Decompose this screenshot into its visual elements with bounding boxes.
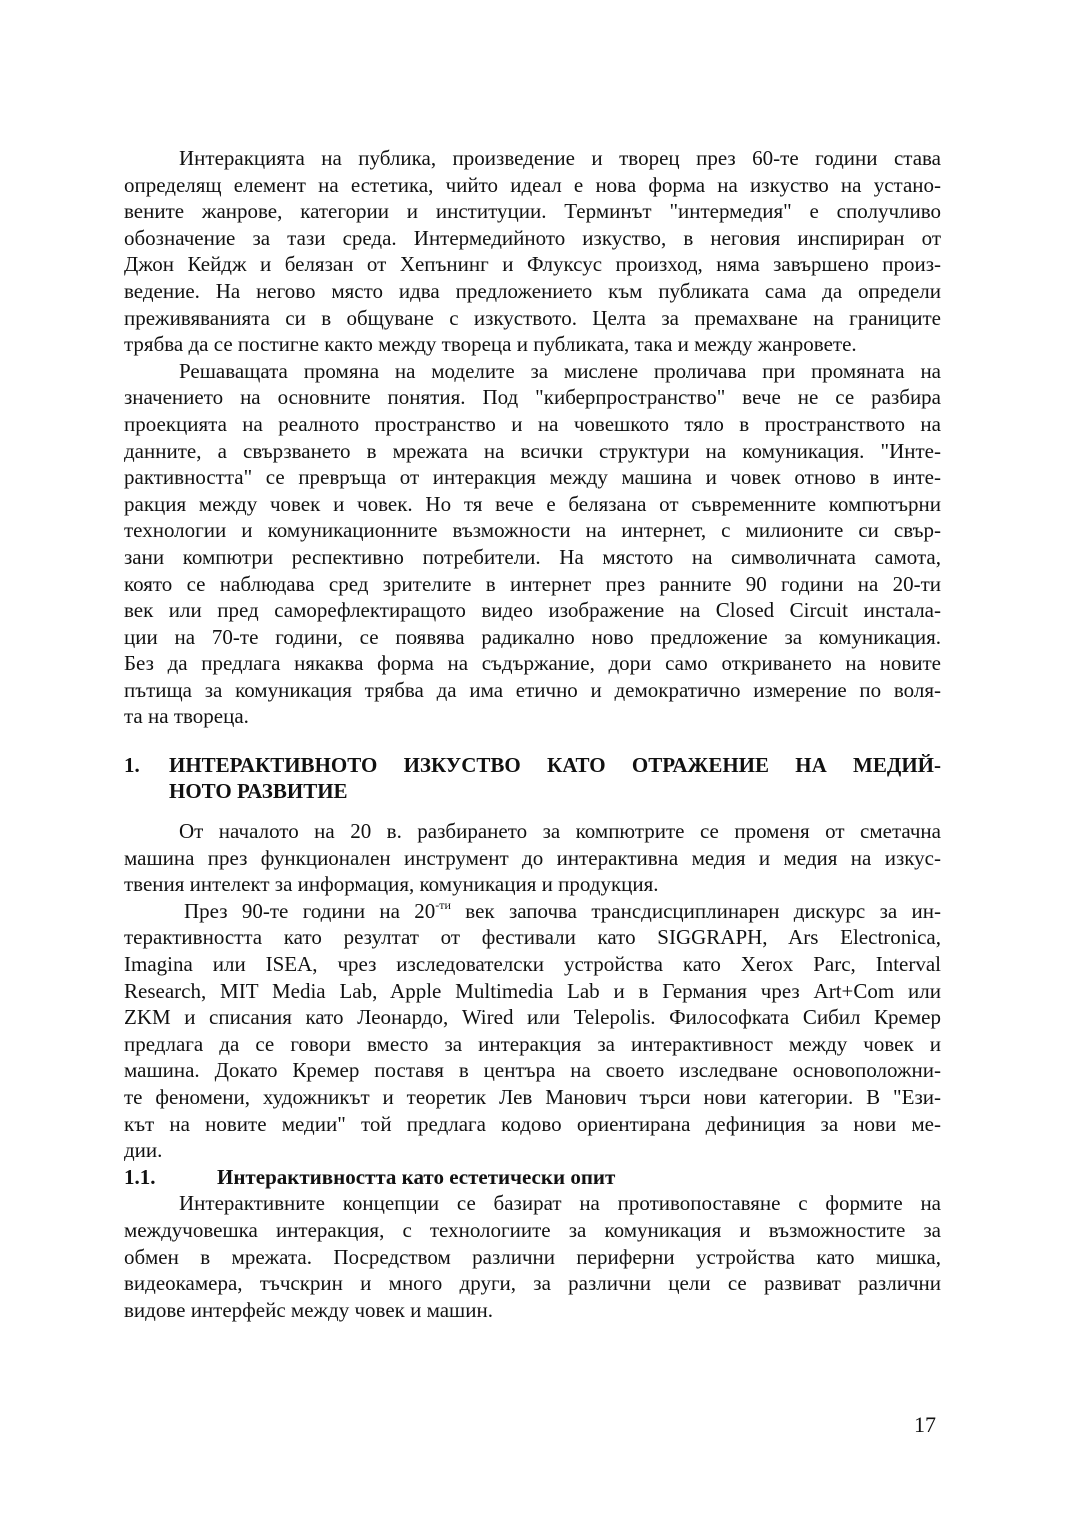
text-line: предлага да се говори вместо за интеракция за интерактивност между човек и xyxy=(124,1031,941,1056)
text-line: рактивността" се превръща от интеракция между машина и човек отново в инте- xyxy=(124,465,941,490)
text-line: определящ елемент на естетика, чийто идеал е нова форма на изкуство на устано- xyxy=(124,172,941,197)
subsection-number: 1.1. xyxy=(124,1164,156,1189)
text-line: Интеракцията на публика, произведение и творец през 60-те години става xyxy=(179,146,941,170)
text-line: обмен в мрежата. Посредством различни периферни устройства като мишка, xyxy=(124,1244,941,1269)
text-line: ции на 70-те години, се появява радикално ново предложение за комуникация. xyxy=(124,624,941,649)
text-line: значението на основните понятия. Под "киберпространство" вече не се разбира xyxy=(124,385,941,410)
paragraph-3 xyxy=(124,818,941,898)
text-line: Джон Кейдж и белязан от Хепънинг и Флуксус произход, няма завършено произ- xyxy=(124,252,941,277)
text-fragment: век започва трансдисциплинарен дискурс за ин- xyxy=(450,898,941,923)
text-line: машина през функционален инструмент до интерактивна медия и медия на изкус- xyxy=(124,845,941,870)
text-line: дии. xyxy=(124,1138,163,1163)
text-line: От началото на 20 в. разбирането за компютрите се променя от сметачна xyxy=(179,819,941,844)
text-line: технологии и комуникационните възможности на интернет, с милионите си свър- xyxy=(124,518,941,543)
paragraph-4 xyxy=(124,898,941,1164)
text-line: Research, MIT Media Lab, Apple Multimedia Lab и в Германия чрез Art+Com или xyxy=(124,978,941,1003)
page-body xyxy=(124,145,941,1323)
text-line: пътища за комуникация трябва да има етично и демократично измерение по воля- xyxy=(124,677,941,702)
subsection-title: Интерактивността като естетически опит xyxy=(217,1164,616,1189)
section-title-line: НОТО РАЗВИТИЕ xyxy=(169,779,348,804)
text-line: обозначение за тази среда. Интермедийното изкуство, в неговия инспириран от xyxy=(124,225,941,250)
text-line: Интерактивните концепции се базират на противопоставяне с формите на xyxy=(179,1191,941,1216)
superscript: -ти xyxy=(435,897,451,912)
text-line: вените жанрове, категории и институции. Терминът "интермедия" е сполучливо xyxy=(124,199,941,224)
text-line: машина. Докато Кремер поставя в центъра на своето изследване основоположни- xyxy=(124,1058,941,1083)
text-line: ракция между човек и човек. Но тя вече е белязана от съвременните компютърни xyxy=(124,491,941,516)
text-line: терактивността като резултат от фестивали като SIGGRAPH, Ars Electronica, xyxy=(124,925,941,950)
text-line: междучовешка интеракция, с технологиите за комуникация и възможностите за xyxy=(124,1217,941,1242)
text-line: проекцията на реалното пространство и на човешкото тяло в пространството на xyxy=(124,411,941,436)
subsection-heading-1-1 xyxy=(124,1164,941,1191)
text-line: видове интерфейс между човек и машин. xyxy=(124,1297,493,1322)
paragraph-5 xyxy=(124,1190,941,1323)
text-line: трябва да се постигне както между твореца и публиката, така и между жанровете. xyxy=(124,332,857,357)
text-line: твения интелект за информация, комуникация и продукция. xyxy=(124,872,659,897)
section-heading-1 xyxy=(124,752,941,804)
text-line: зани компютри респективно потребители. На мястото на символичната самота, xyxy=(124,544,941,569)
paragraph-2 xyxy=(124,358,941,730)
text-line: ведение. На негово място идва предложението към публиката сама да определи xyxy=(124,278,941,303)
page-number: 17 xyxy=(914,1412,936,1437)
text-line: Без да предлага някаква форма на съдържание, дори само откриването на новите xyxy=(124,651,941,676)
text-line: ZKM и списания като Леонардо, Wired или Telepolis. Философката Сибил Кремер xyxy=(124,1005,941,1030)
text-line: видеокамера, тъчскрин и много други, за различни цели се развиват различни xyxy=(124,1271,941,1296)
text-line: кът на новите медии" той предлага кодово ориентирана дефиниция за нови ме- xyxy=(124,1111,941,1136)
section-number: 1. xyxy=(124,753,140,778)
text-line: Imagina или ISEA, чрез изследователски устройства като Xerox Parc, Interval xyxy=(124,952,941,977)
text-line: век или пред саморефлектиращото видео изображение на Closed Circuit инстала- xyxy=(124,598,941,623)
text-line: те феномени, художникът и теоретик Лев Манович търси нови категории. В "Ези- xyxy=(124,1085,941,1109)
text-line: данните, а свързването в мрежата на всички структури на комуникация. "Инте- xyxy=(124,438,941,463)
section-title-line: ИНТЕРАКТИВНОТО ИЗКУСТВО КАТО ОТРАЖЕНИЕ НА МЕДИЙ- xyxy=(169,753,941,778)
text-line: която се наблюдава сред зрителите в интернет през ранните 90 години на 20-ти xyxy=(124,571,941,596)
text-fragment: През 90-те години на 20 xyxy=(184,898,436,923)
text-line: та на твореца. xyxy=(124,704,249,729)
text-line: Решаващата промяна на моделите за мислене проличава при промяната на xyxy=(179,358,941,383)
paragraph-1 xyxy=(124,145,941,358)
text-line: преживяванията си в общуване с изкуството. Целта за премахване на границите xyxy=(124,305,941,330)
text-line xyxy=(124,898,941,925)
